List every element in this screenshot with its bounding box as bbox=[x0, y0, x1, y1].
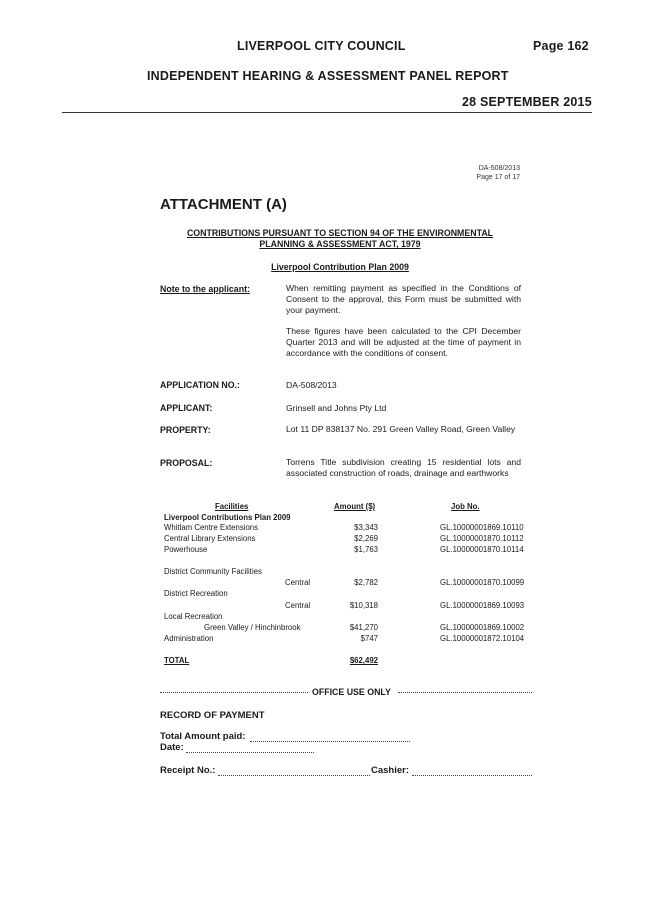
property-label: PROPERTY: bbox=[160, 425, 211, 435]
note-label: Note to the applicant: bbox=[160, 284, 250, 294]
facility-amount: $2,269 bbox=[354, 534, 378, 543]
facility-amount: $10,318 bbox=[349, 601, 378, 610]
date-label: Date: bbox=[160, 742, 184, 753]
local-recreation-heading: Local Recreation bbox=[164, 612, 223, 621]
applicant-label: APPLICANT: bbox=[160, 403, 213, 413]
facility-job: GL.10000001870.10112 bbox=[440, 534, 524, 543]
col-amount-header: Amount ($) bbox=[334, 502, 376, 511]
plan-row: Liverpool Contributions Plan 2009 bbox=[164, 513, 291, 522]
facility-amount: $747 bbox=[360, 634, 378, 643]
office-divider-left bbox=[160, 692, 308, 693]
community-facilities-heading: District Community Facilities bbox=[164, 567, 262, 576]
report-title: INDEPENDENT HEARING & ASSESSMENT PANEL REPORT bbox=[147, 69, 509, 83]
facility-name: Whitlam Centre Extensions bbox=[164, 523, 259, 532]
council-name: LIVERPOOL CITY COUNCIL bbox=[237, 39, 406, 53]
page-number: Page 162 bbox=[533, 39, 589, 53]
total-paid-field[interactable] bbox=[250, 741, 410, 742]
application-label: APPLICATION NO.: bbox=[160, 380, 240, 390]
cashier-field[interactable] bbox=[412, 775, 532, 776]
facility-name: Powerhouse bbox=[164, 545, 208, 554]
facility-job: GL.10000001872.10104 bbox=[440, 634, 525, 643]
facility-amount: $2,782 bbox=[354, 578, 378, 587]
office-divider-right bbox=[398, 692, 532, 693]
facility-name: Green Valley / Hinchinbrook bbox=[204, 623, 301, 632]
receipt-label: Receipt No.: bbox=[160, 765, 216, 776]
proposal-label: PROPOSAL: bbox=[160, 458, 213, 468]
attachment-title: ATTACHMENT (A) bbox=[160, 196, 287, 213]
facility-job: GL.10000001869.10110 bbox=[440, 523, 524, 532]
facility-name: Central bbox=[285, 578, 311, 587]
header-rule bbox=[62, 112, 592, 113]
note-paragraph-1: When remitting payment as specified in the Conditions of Consent to the approval, this Form must be submitted with your payment. bbox=[286, 283, 521, 315]
record-of-payment: RECORD OF PAYMENT bbox=[160, 710, 265, 721]
total-amount: $62,492 bbox=[349, 656, 378, 665]
total-label: TOTAL bbox=[164, 656, 190, 665]
office-use-title: OFFICE USE ONLY bbox=[312, 687, 391, 697]
contributions-heading-line2: PLANNING & ASSESSMENT ACT, 1979 bbox=[259, 239, 421, 249]
facility-job: GL.10000001870.10099 bbox=[440, 578, 525, 587]
plan-title: Liverpool Contribution Plan 2009 bbox=[271, 262, 409, 272]
facility-job: GL.10000001869.10002 bbox=[440, 623, 525, 632]
receipt-field[interactable] bbox=[218, 775, 370, 776]
application-value: DA-508/2013 bbox=[286, 380, 337, 390]
total-paid-label: Total Amount paid: bbox=[160, 731, 246, 742]
facility-job: GL.10000001869.10093 bbox=[440, 601, 525, 610]
doc-da-number: DA-508/2013 bbox=[478, 165, 520, 172]
facility-name: Central bbox=[285, 601, 311, 610]
facility-amount: $41,270 bbox=[349, 623, 378, 632]
contributions-heading-line1: CONTRIBUTIONS PURSUANT TO SECTION 94 OF THE ENVIRONMENTAL bbox=[186, 228, 494, 238]
report-date: 28 SEPTEMBER 2015 bbox=[462, 95, 592, 109]
property-value: Lot 11 DP 838137 No. 291 Green Valley Road, Green Valley bbox=[286, 424, 516, 434]
facility-amount: $1,763 bbox=[354, 545, 378, 554]
facility-name: Administration bbox=[164, 634, 214, 643]
district-recreation-heading: District Recreation bbox=[164, 589, 228, 598]
applicant-value: Grinsell and Johns Pty Ltd bbox=[286, 403, 387, 413]
col-job-header: Job No. bbox=[451, 502, 480, 511]
col-facilities-header: Facilities bbox=[215, 502, 249, 511]
date-field[interactable] bbox=[186, 752, 314, 753]
facility-amount: $3,343 bbox=[354, 523, 378, 532]
note-paragraph-2: These figures have been calculated to the CPI December Quarter 2013 and will be adjusted at the time of payment in accordance with the conditions of consent. bbox=[286, 326, 521, 358]
doc-page-of: Page 17 of 17 bbox=[476, 174, 520, 181]
cashier-label: Cashier: bbox=[371, 765, 410, 776]
facility-job: GL.10000001870.10114 bbox=[440, 545, 524, 554]
proposal-value: Torrens Title subdivision creating 15 residential lots and associated construction of roads, drainage and earthworks bbox=[286, 457, 521, 478]
facility-name: Central Library Extensions bbox=[164, 534, 256, 543]
